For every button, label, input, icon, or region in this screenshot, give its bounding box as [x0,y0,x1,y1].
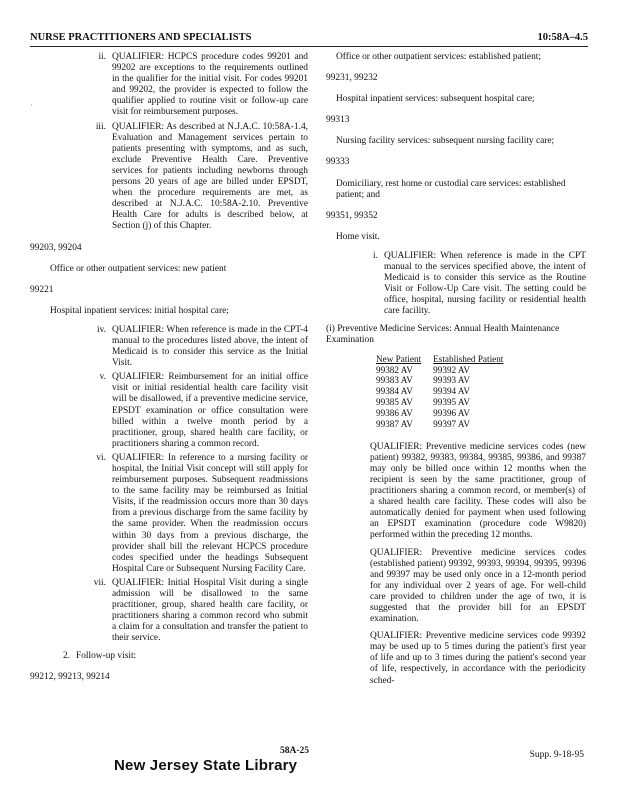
item-number: vii. [93,577,106,588]
qualifier-paragraph: QUALIFIER: Preventive medicine services codes (new patient) 99382, 99383, 99384, 99385, 99386, and 99387 may only be billed once within 12 months when the recipient is seen by the same practitioner, group of practitioners sharing a common record, or member(s) of a shared health care facility. These codes will also be automatically denied for payment when used following an EPSDT examination (procedure code W9820) performed within the preceding 12 months. [370,441,586,541]
codes-table [376,354,515,430]
service-label: Hospital inpatient services: initial hospital care; [50,305,229,316]
item-number: vi. [96,452,106,463]
procedure-codes: 99333 [326,157,350,168]
procedure-codes: 99212, 99213, 99214 [30,671,110,682]
item-text: Follow-up visit: [76,650,137,661]
table-cell: 99383 AV [376,375,413,386]
procedure-codes: 99313 [326,115,350,126]
table-cell: 99387 AV [376,418,413,429]
table-cell: 99384 AV [376,386,413,397]
item-number: iv. [96,324,106,335]
procedure-codes: 99231, 99232 [326,73,378,84]
table-cell: 99392 AV [433,364,471,375]
right-column [326,52,586,693]
list-item [84,122,308,233]
section-heading: (i) Preventive Medicine Services: Annual Health Maintenance Examination [326,323,560,345]
list-item [84,372,308,450]
qualifier-list-c [326,251,586,318]
table-cell: 99393 AV [433,375,471,386]
service-label: Domiciliary, rest home or custodial care services: established patient; and [336,178,566,200]
library-stamp: New Jersey State Library [114,757,298,774]
item-text: QUALIFIER: In reference to a nursing facility or hospital, the Initial Visit concept will still apply for reimbursement purposes. Subsequent readmissions to the same facility may be reimbursed as Initial Visits, if the readmission occurs more than 30 days from a previous discharge from the same facility by the same provider. When the readmission occurs within 30 days from a previous discharge, the provider shall bill the relevant HCPCS procedure codes specified under the headings Subsequent Hospital Care or Subsequent Nursing Facility Care. [112,452,308,574]
table-cell: 99395 AV [433,397,471,408]
table-row [376,386,515,397]
table-row [376,397,515,408]
page-number: 58A-25 [280,746,310,756]
list-item [84,578,308,645]
item-number: ii. [98,52,106,62]
service-label: Office or other outpatient services: new patient [50,263,227,274]
item-number: iii. [95,121,106,132]
followup-heading [48,651,308,662]
item-text: QUALIFIER: Initial Hospital Visit during a single admission will be disallowed to the same practitioner, group, shared health care facility, or practitioners sharing a common record who submit a claim for a consultation and transfer the patient to their service. [112,577,308,644]
list-item [356,251,586,318]
service-label: Nursing facility services: subsequent nursing facility care; [336,136,555,147]
service-label: Office or other outpatient services: established patient; [336,52,541,62]
procedure-codes: 99351, 99352 [326,210,378,221]
page-header [30,28,588,47]
header-title: NURSE PRACTITIONERS AND SPECIALISTS [30,31,252,43]
item-text: QUALIFIER: When reference is made in the CPT-4 manual to the procedures listed above, the intent of Medicaid is to consider this service as the Initial Visit. [112,324,308,369]
table-row [376,419,515,430]
item-text: QUALIFIER: As described at N.J.A.C. 10:58A-1.4, Evaluation and Management services pertain to patients presenting with symptoms, and as such, exclude Preventive Health Care. Preventive services for patients including newborns through persons 20 years of age are billed under EPSDT, when the procedure requirements are met, as described at N.J.A.C. 10:58A-2.10. Preventive Health Care for adults is described below, at Section (j) of this Chapter. [112,121,308,232]
table-cell: 99394 AV [433,386,471,397]
supplement-date: Supp. 9-18-95 [529,750,584,760]
item-number: i. [373,250,378,261]
item-text: QUALIFIER: Reimbursement for an initial office visit or initial residential health care facility visit will be disallowed, if a preventive medicine service, EPSDT examination or office consultation were billed within a twelve month period by a practitioner, group, shared health care facility, or practitioners sharing a common record. [112,372,308,449]
left-column [30,52,308,693]
procedure-codes: 99221 [30,284,54,295]
table-cell: 99397 AV [433,418,471,429]
table-cell: 99386 AV [376,407,413,418]
list-item [84,52,308,119]
qualifier-paragraph: QUALIFIER: Preventive medicine services code 99392 may be used up to 5 times during the patient's first year of life and up to 3 times during the patient's second year of life, respectively, in accordance with the periodicity sched- [370,631,586,686]
item-text: QUALIFIER: When reference is made in the CPT manual to the services specified above, the intent of Medicaid is to consider this service as the Routine Visit or Follow-Up Care visit. The setting could be office, hospital, nursing facility or residential health care facility. [384,250,586,317]
qualifier-list-a [54,52,308,233]
table-row [376,365,515,376]
service-label: Hospital inpatient services: subsequent hospital care; [336,94,535,105]
margin-mark: · [30,100,33,110]
table-row [376,408,515,419]
list-item [84,453,308,575]
table-cell: 99382 AV [376,364,413,375]
list-item [84,325,308,369]
item-number: 2. [62,650,70,661]
item-text: QUALIFIER: HCPCS procedure codes 99201 and 99202 are exceptions to the requirements outlined in the qualifier for the initial visit. For codes 99201 and 99202, the provider is expected to follow the qualifier applied to routine visit or follow-up care visit for reimbursement purposes. [112,52,308,118]
header-citation: 10:58A–4.5 [537,31,588,43]
table-cell: 99396 AV [433,407,471,418]
column-header: New Patient [376,353,422,364]
item-number: v. [99,372,106,383]
procedure-codes: 99203, 99204 [30,242,82,253]
service-label: Home visit. [336,231,380,242]
table-cell: 99385 AV [376,397,413,408]
table-row [376,375,515,386]
column-header: Established Patient [433,353,504,364]
qualifier-paragraph: QUALIFIER: Preventive medicine services codes (established patient) 99392, 99393, 99394, 99395, 99396 and 99397 may be used only once in a 12-month period for any individual over 2 years of age. For well-child care provided to children under the age of two, it is suggested that the provider bill for an EPSDT examination. [370,547,586,625]
qualifier-list-b [54,325,308,645]
table-header-row [376,354,515,365]
